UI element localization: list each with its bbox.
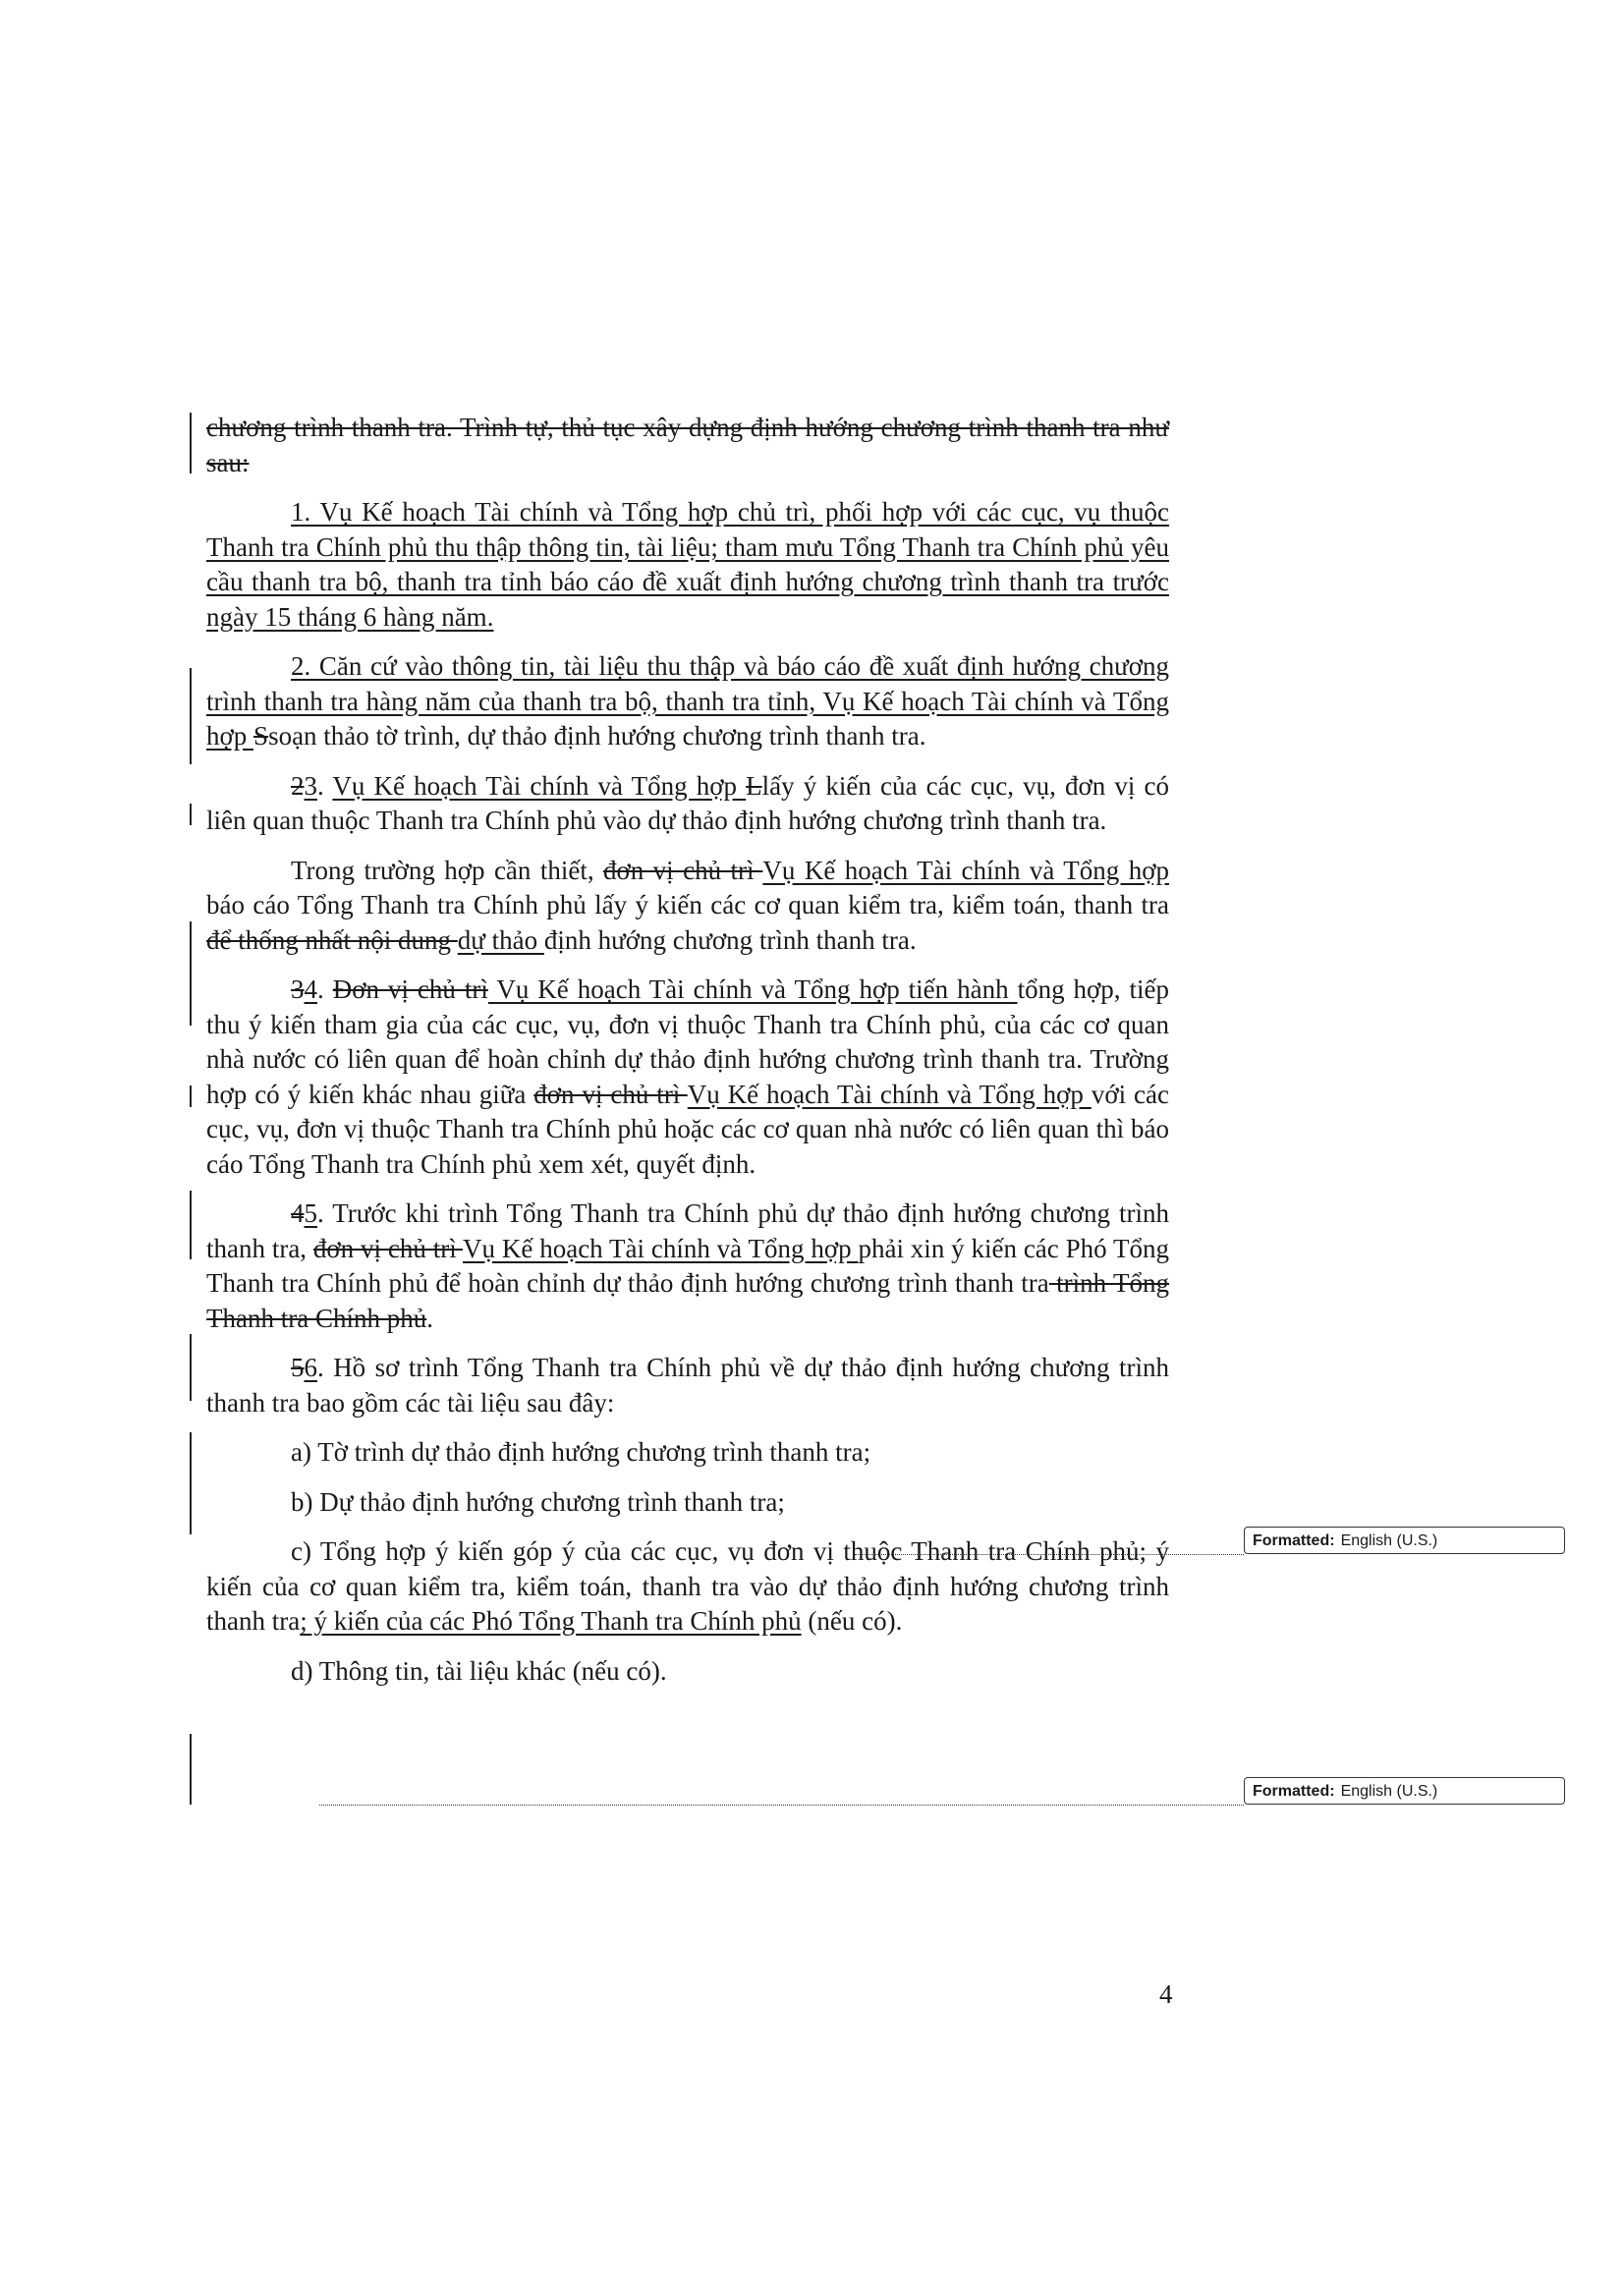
paragraph-text: lấy ý kiến của các cục, vụ, đơn vị có liên quan thuộc Thanh tra Chính phủ vào dự thảo định hướng chương trình thanh tra. <box>206 770 1169 835</box>
deleted-text: L <box>746 770 762 801</box>
inserted-text: ; ý kiến của các Phó Tổng Thanh tra Chính phủ <box>300 1606 802 1636</box>
change-bar <box>190 1734 192 1805</box>
paragraph-text: . Hồ sơ trình Tổng Thanh tra Chính phủ về dự thảo định hướng chương trình thanh tra bao gồm các tài liệu sau đây: <box>206 1353 1169 1418</box>
deleted-text: Đơn vị chủ trì <box>332 974 488 1004</box>
paragraph-text: . <box>426 1303 433 1333</box>
deleted-text: trình Tổng Thanh tra Chính phủ <box>206 1268 1169 1333</box>
deleted-number: 5 <box>291 1353 305 1382</box>
list-item-text: (nếu có). <box>801 1606 903 1636</box>
change-bar <box>190 1334 192 1401</box>
paragraph-text: với các cục, vụ, đơn vị thuộc Thanh tra Chính phủ hoặc các cơ quan nhà nước có liên quan thì báo cáo Tổng Thanh tra Chính phủ xem xét, quyết định. <box>206 1079 1169 1179</box>
paragraph-6 <box>206 1197 1169 1336</box>
inserted-text: dự thảo <box>457 924 544 955</box>
change-bar <box>190 1085 192 1107</box>
deleted-text: S <box>253 721 269 751</box>
paragraph-1 <box>206 495 1169 635</box>
change-bar <box>190 1432 192 1534</box>
change-bar <box>190 1191 192 1259</box>
formatted-comment-balloon[interactable] <box>1244 1527 1565 1554</box>
formatted-comment-balloon[interactable] <box>1244 1777 1565 1805</box>
paragraph-7 <box>206 1351 1169 1420</box>
paragraph-text: phải xin ý kiến các Phó Tổng Thanh tra Chính phủ để hoàn chỉnh dự thảo định hướng chương trình thanh tra <box>206 1233 1169 1298</box>
balloon-value: English (U.S.) <box>1340 1783 1438 1800</box>
inserted-number: 3 <box>304 770 317 801</box>
balloon-label: Formatted: <box>1253 1783 1335 1800</box>
inserted-text: Vụ Kế hoạch Tài chính và Tổng hợp <box>463 1233 859 1263</box>
inserted-number: 5 <box>304 1198 317 1228</box>
paragraph-2 <box>206 649 1169 754</box>
paragraph-5 <box>206 973 1169 1182</box>
paragraph-text: . Trước khi trình Tổng Thanh tra Chính phủ dự thảo định hướng chương trình thanh tra, <box>206 1198 1169 1263</box>
inserted-text: Vụ Kế hoạch Tài chính và Tổng hợp <box>332 770 747 801</box>
list-item-text: c) Tổng hợp ý kiến góp ý của các cục, vụ đơn vị thuộc Thanh tra Chính phủ; ý kiến của cơ quan kiểm tra, kiểm toán, thanh tra vào dự thảo định hướng chương trình thanh tra <box>206 1536 1169 1636</box>
paragraph-text: Trong trường hợp cần thiết, <box>291 855 603 885</box>
paragraph-text: báo cáo Tổng Thanh tra Chính phủ lấy ý kiến các cơ quan kiểm tra, kiểm toán, thanh tra <box>206 890 1169 919</box>
number-separator: . <box>317 770 333 801</box>
inserted-number: 6 <box>304 1353 317 1382</box>
balloon-leader-line <box>855 1554 1244 1555</box>
inserted-number: 4 <box>304 974 317 1004</box>
list-item-c <box>206 1534 1169 1640</box>
deleted-text: để thống nhất nội dung <box>206 924 458 955</box>
change-bar <box>190 413 192 473</box>
deleted-text: đơn vị chủ trì <box>602 855 763 885</box>
paragraph-text: soạn thảo tờ trình, dự thảo định hướng chương trình thanh tra. <box>268 721 926 751</box>
inserted-text: 2. Căn cứ vào thông tin, tài liệu thu thập và báo cáo đề xuất định hướng chương trình thanh tra hàng năm của thanh tra bộ, thanh tra tỉnh, Vụ Kế hoạch Tài chính và Tổng hợp <box>206 651 1169 751</box>
list-item-text: d) Thông tin, tài liệu khác (nếu có). <box>291 1655 667 1686</box>
document-body <box>206 411 1169 1703</box>
inserted-text: 1. Vụ Kế hoạch Tài chính và Tổng hợp chủ trì, phối hợp với các cục, vụ thuộc Thanh tra Chính phủ thu thập thông tin, tài liệu; tham mưu Tổng Thanh tra Chính phủ yêu cầu thanh tra bộ, thanh tra tỉnh báo cáo đề xuất định hướng chương trình thanh tra trước ngày 15 tháng 6 hàng năm. <box>206 497 1169 632</box>
list-item-text: b) Dự thảo định hướng chương trình thanh tra; <box>291 1486 785 1517</box>
paragraph-text: tổng hợp, tiếp thu ý kiến tham gia của các cục, vụ, đơn vị thuộc Thanh tra Chính phủ, của các cơ quan nhà nước có liên quan để hoàn chỉnh dự thảo định hướng chương trình thanh tra. Trường hợp có ý kiến khác nhau giữa <box>206 974 1169 1109</box>
deleted-text: đơn vị chủ trì <box>312 1233 464 1263</box>
paragraph-4 <box>206 854 1169 959</box>
balloon-value: English (U.S.) <box>1340 1532 1438 1549</box>
deleted-text: đơn vị chủ trì <box>533 1079 688 1109</box>
inserted-text: Vụ Kế hoạch Tài chính và Tổng hợp tiến hành <box>487 974 1018 1004</box>
deleted-number: 3 <box>291 974 305 1004</box>
change-bar <box>190 921 192 1026</box>
deleted-number: 2 <box>291 770 305 801</box>
list-item-d <box>206 1654 1169 1690</box>
change-bar <box>190 668 192 764</box>
paragraph-3 <box>206 769 1169 839</box>
inserted-text: Vụ Kế hoạch Tài chính và Tổng hợp <box>687 1079 1092 1109</box>
balloon-leader-line <box>319 1805 1244 1806</box>
number-separator: . <box>317 974 333 1004</box>
list-item-a <box>206 1435 1169 1471</box>
balloon-label: Formatted: <box>1253 1532 1335 1549</box>
deleted-number: 4 <box>291 1198 305 1228</box>
inserted-text: Vụ Kế hoạch Tài chính và Tổng hợp <box>762 855 1169 885</box>
page-number: 4 <box>1159 1979 1173 2009</box>
list-item-text: a) Tờ trình dự thảo định hướng chương trình thanh tra; <box>291 1437 871 1467</box>
deleted-text: chương trình thanh tra. Trình tự, thủ tục xây dựng định hướng chương trình thanh tra như sau: <box>206 413 1169 477</box>
change-bar <box>190 804 192 825</box>
list-item-b <box>206 1485 1169 1521</box>
paragraph-text: định hướng chương trình thanh tra. <box>543 924 917 955</box>
intro-paragraph <box>206 411 1169 480</box>
